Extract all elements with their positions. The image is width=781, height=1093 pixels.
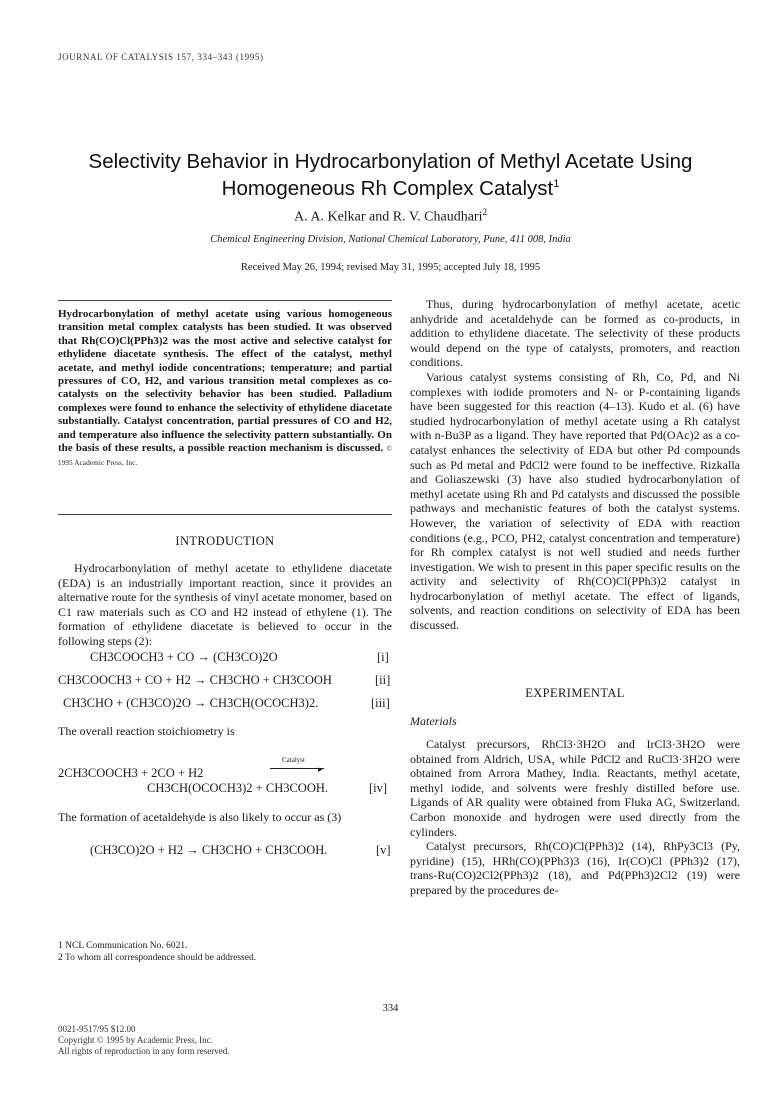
equation-3: CH3CHO + (CH3CO)2O → CH3CH(OCOCH3)2.: [63, 696, 319, 710]
stoichiometry-label: The overall reaction stoichiometry is: [58, 724, 235, 738]
rights-line: All rights of reproduction in any form reserved.: [58, 1046, 230, 1056]
equation-4-tag: [iv]: [369, 781, 388, 795]
received-dates: Received May 26, 1994; revised May 31, 1995; accepted July 18, 1995: [240, 262, 541, 273]
equation-4-arrow: [270, 768, 324, 769]
title-line-2-text: Homogeneous Rh Complex Catalyst: [221, 176, 554, 200]
abstract-text: Hydrocarbonylation of methyl acetate using various homogeneous transition metal complex catalysts has been studied. It was observed that Rh(CO)Cl(PPh3)2 was the most active and selective catalyst for ethylidene diacetate synthesis. The effect of the catalyst, methyl acetate, and methyl iodide concentrations; temperature; and partial pressures of CO, H2, and various transition metal complexes as co-catalysts on the selectivity behavior has been studied. Palladium complexes were found to enhance the selectivity of ethylidene diacetate substantially. Catalyst concentration, partial pressures of CO and H2, and temperature also influence the selectivity pattern substantially. On the basis of these results, a possible reaction mechanism is discussed.: [58, 308, 392, 455]
abstract-top-rule: [58, 300, 392, 301]
abstract-copyright: © 1995 Academic Press, Inc.: [58, 445, 392, 468]
copyright-line: Copyright © 1995 by Academic Press, Inc.: [58, 1035, 213, 1045]
equation-4-catalyst-label: Catalyst: [282, 756, 305, 764]
right-para-1-text: Thus, during hydrocarbonylation of methyl acetate, acetic anhydride and acetaldehyde can be formed as co-products, in addition to ethylidene diacetate. The selectivity of these products would depend on the type of catalysts, promoters, and reaction conditions.: [410, 297, 740, 370]
arrow-head-icon: ▸: [318, 764, 323, 774]
issn-price: 0021-9517/95 $12.00: [58, 1024, 136, 1034]
equation-1-tag: [i]: [377, 650, 389, 664]
affiliation: Chemical Engineering Division, National Chemical Laboratory, Pune, 411 008, India: [210, 234, 571, 245]
materials-heading: Materials: [410, 714, 457, 728]
author-names: A. A. Kelkar and R. V. Chaudhari: [294, 209, 483, 225]
equation-4-line-1: 2CH3COOCH3 + 2CO + H2: [58, 766, 204, 780]
right-paragraph-1: [410, 297, 740, 633]
right-para-3-text: Catalyst precursors, RhCl3·3H2O and IrCl3·3H2O were obtained from Aldrich, USA, while PdCl2 and RuCl3·3H2O were obtained from Arrora Mathey, India. Reactants, methyl acetate, methyl iodide, and solvents were freshly distilled before use. Ligands of AR quality were obtained from Fluka AG, Switzerland. Carbon monoxide and hydrogen were used directly from the cylinders.: [410, 737, 740, 839]
journal-header: JOURNAL OF CATALYSIS 157, 334–343 (1995): [58, 52, 264, 62]
introduction-heading: INTRODUCTION: [175, 534, 275, 548]
title-line-2: [40, 173, 741, 200]
footnotes: [58, 940, 392, 964]
equation-4-line-2: CH3CH(OCOCH3)2 + CH3COOH.: [147, 781, 329, 795]
equation-2: CH3COOCH3 + CO + H2 → CH3CHO + CH3COOH: [58, 673, 332, 687]
paper-title: [40, 150, 741, 200]
title-footnote-mark: 1: [553, 178, 560, 190]
author-footnote-mark: 2: [482, 207, 487, 217]
equation-5-tag: [v]: [376, 843, 391, 857]
acetaldehyde-text: The formation of acetaldehyde is also likely to occur as (3): [58, 810, 342, 824]
authors: [40, 207, 741, 226]
materials-paragraphs: [410, 737, 740, 898]
experimental-heading: EXPERIMENTAL: [525, 686, 625, 700]
footnote-1: 1 NCL Communication No. 6021.: [58, 941, 188, 951]
right-para-4-text: Catalyst precursors, Rh(CO)Cl(PPh3)2 (14), RhPy3Cl3 (Py, pyridine) (15), HRh(CO)(PPh3)3 (16), Ir(CO)Cl (PPh3)2 (17), trans-Ru(CO)2Cl2(PPh3)2 (18), and Pd(PPh3)2Cl2 (19) were prepared by the procedures de-: [410, 839, 740, 897]
equation-5: (CH3CO)2O + H2 → CH3CHO + CH3COOH.: [90, 843, 328, 857]
abstract: [58, 308, 392, 471]
page-number: 334: [382, 1003, 399, 1014]
equation-1: CH3COOCH3 + CO → (CH3CO)2O: [90, 650, 278, 664]
equation-3-tag: [iii]: [371, 696, 390, 710]
footnote-2: 2 To whom all correspondence should be addressed.: [58, 953, 257, 963]
title-line-1: Selectivity Behavior in Hydrocarbonylation of Methyl Acetate Using: [88, 150, 693, 173]
introduction-text: Hydrocarbonylation of methyl acetate to ethylidene diacetate (EDA) is an industrially important reaction, since it provides an alternative route for the synthesis of vinyl acetate monomer, based on C1 raw materials such as CO and H2 instead of ethylene (1). The formation of ethylidene diacetate is believed to occur in the following steps (2):: [58, 561, 392, 648]
equation-2-tag: [ii]: [375, 673, 391, 687]
introduction-paragraph-1: [58, 561, 392, 649]
abstract-bottom-rule: [58, 514, 392, 515]
publisher-copyright: [58, 1024, 229, 1057]
right-para-2-text: Various catalyst systems consisting of Rh, Co, Pd, and Ni complexes with iodide promoters and N- or P-containing ligands have been suggested for this reaction (4–13). Kudo et al. (6) have studied hydrocarbonylation of methyl acetate using a Rh catalyst with n-Bu3P as a ligand. They have reported that Pd(OAc)2 as a co-catalyst enhances the selectivity of EDA but other Pd compounds such as Pd metal and PdCl2 were found to be ineffective. Rizkalla and Goliaszewski (3) have also studied hydrocarbonylation of methyl acetate using Rh and Pd catalysts and discussed the possible pathways and mechanistic features of both the catalyst systems. However, the variation of selectivity of EDA with reaction conditions (e.g., PCO, PH2, catalyst concentration and temperature) for Rh complex catalyst is not well studied and needs further investigation. We wish to present in this paper specific results on the activity and selectivity of Rh(CO)Cl(PPh3)2 catalyst in hydrocarbonylation of methyl acetate. The effect of ligands, solvents, and reaction conditions on selectivity of EDA has been discussed.: [410, 369, 740, 633]
